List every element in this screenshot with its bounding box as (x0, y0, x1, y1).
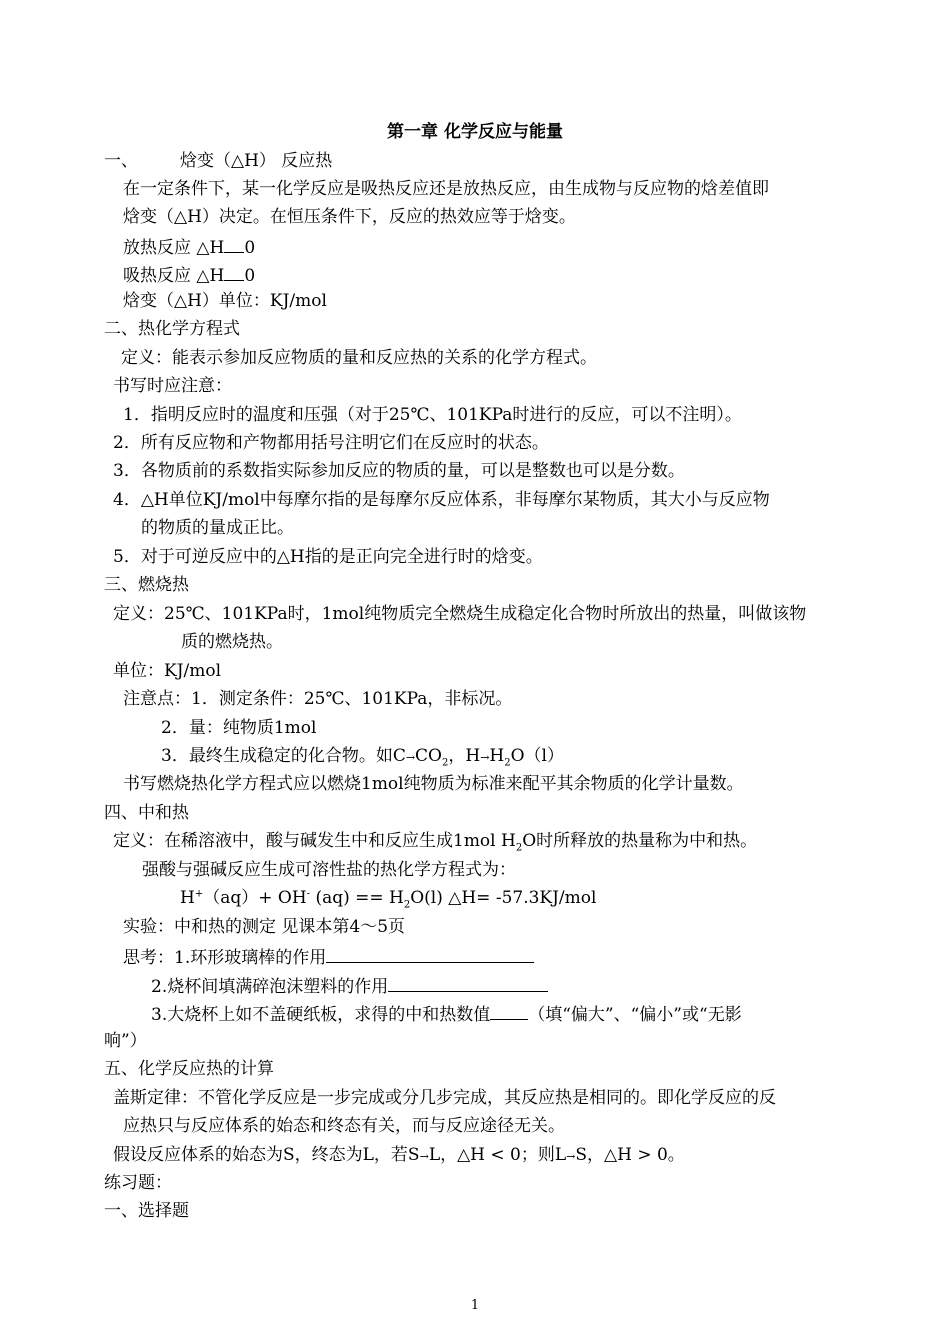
arrow-icon: → (419, 1150, 429, 1163)
hess-law-line-2: 应热只与反应体系的始态和终态有关，而与反应途径无关。 (123, 1116, 565, 1136)
section-3-definition-line-2: 质的燃烧热。 (181, 632, 283, 652)
exothermic-value: 0 (244, 238, 256, 258)
multiple-choice-heading: 一、选择题 (104, 1201, 189, 1221)
section-3-rule: 书写燃烧热化学方程式应以燃烧1mol纯物质为标准来配平其余物质的化学计量数。 (123, 774, 744, 794)
answer-blank-1[interactable] (326, 944, 534, 963)
practice-title: 练习题： (104, 1173, 172, 1193)
exothermic-line (123, 234, 255, 259)
section-3-heading: 三、燃烧热 (104, 575, 189, 595)
section-2-note-4-line-1: 4．△H单位KJ/mol中每摩尔指的是每摩尔反应体系，非每摩尔某物质，其大小与反应物 (113, 490, 770, 510)
section-2-note-3: 3．各物质前的系数指实际参加反应的物质的量，可以是整数也可以是分数。 (113, 461, 685, 481)
section-2-note-2: 2．所有反应物和产物都用括号注明它们在反应时的状态。 (113, 433, 549, 453)
section-2-note-5: 5．对于可逆反应中的△H指的是正向完全进行时的焓变。 (113, 547, 543, 567)
section-2-note-1: 1．指明反应时的温度和压强（对于25℃、101KPa时进行的反应，可以不注明）。 (123, 405, 742, 425)
arrow-icon: → (566, 1150, 576, 1163)
think-question-3-line-1: 3.大烧杯上如不盖硬纸板，求得的中和热数值 （填“偏大”、“偏小”或“无影 (151, 1001, 742, 1026)
section-2-note-4-line-2: 的物质的量成正比。 (141, 518, 294, 538)
answer-blank-2[interactable] (388, 973, 548, 992)
hess-law-line-1: 盖斯定律：不管化学反应是一步完成或分几步完成，其反应热是相同的。即化学反应的反 (113, 1088, 776, 1108)
section-3-note-2: 2．量：纯物质1mol (161, 718, 317, 738)
think-question-3-line-2: 响”） (104, 1031, 147, 1051)
section-1-heading: 焓变（△H） 反应热 (180, 151, 333, 171)
answer-blank-3[interactable] (490, 1001, 528, 1020)
section-3-note-3: 3．最终生成稳定的化合物。如$C\to CO_2$，$H\to H_2O(l)$ (161, 746, 564, 769)
section-5-heading: 五、化学反应热的计算 (104, 1059, 274, 1079)
section-4-heading: 四、中和热 (104, 803, 189, 823)
section-2-notes-title: 书写时应注意： (113, 376, 232, 396)
arrow-icon: → (480, 751, 490, 764)
section-1-paragraph-line-1: 在一定条件下，某一化学反应是吸热反应还是放热反应，由生成物与反应物的焓差值即 (123, 179, 769, 199)
section-4-experiment: 实验：中和热的测定 见课本第4～5页 (123, 917, 406, 937)
endothermic-value: 0 (244, 266, 256, 286)
endothermic-blank (224, 262, 244, 281)
section-4-strong-acid: 强酸与强碱反应生成可溶性盐的热化学方程式为： (142, 860, 516, 880)
section-1-paragraph-line-2: 焓变（△H）决定。在恒压条件下，反应的热效应等于焓变。 (123, 207, 576, 227)
think-question-2: 2.烧杯间填满碎泡沫塑料的作用 (151, 973, 548, 998)
section-3-definition-line-1: 定义：25℃、101KPa时，1mol纯物质完全燃烧生成稳定化合物时所放出的热量，叫做该物 (113, 604, 807, 624)
section-4-definition: 定义：在稀溶液中，酸与碱发生中和反应生成1mol $H_2O$时所释放的热量称为中和热。 (113, 831, 758, 854)
section-3-unit: 单位：KJ/mol (113, 661, 222, 681)
exothermic-blank (224, 234, 244, 253)
section-2-definition: 定义：能表示参加反应物质的量和反应热的关系的化学方程式。 (121, 348, 597, 368)
exothermic-label: 放热反应 △H (123, 238, 225, 258)
page-number: 1 (470, 1298, 480, 1313)
section-3-note-1: 注意点：1．测定条件：25℃、101KPa，非标况。 (123, 689, 513, 709)
arrow-icon: → (405, 751, 416, 764)
neutralization-equation: H+（aq）+ OH- $(aq) == H_2O(l)$ △H= -57.3KJ/mol (180, 888, 597, 911)
think-question-1: 思考：1.环形玻璃棒的作用 (123, 944, 534, 969)
enthalpy-unit: 焓变（△H）单位：KJ/mol (123, 291, 327, 311)
chapter-title: 第一章 化学反应与能量 (387, 122, 563, 142)
endothermic-line (123, 262, 255, 287)
section-2-heading: 二、热化学方程式 (104, 319, 240, 339)
section-1-number: 一、 (104, 151, 138, 171)
hess-assumption: 假设反应体系的始态为S，终态为L，若S→L，△H < 0；则L→S，△H > 0。 (113, 1145, 685, 1165)
endothermic-label: 吸热反应 △H (123, 266, 225, 286)
